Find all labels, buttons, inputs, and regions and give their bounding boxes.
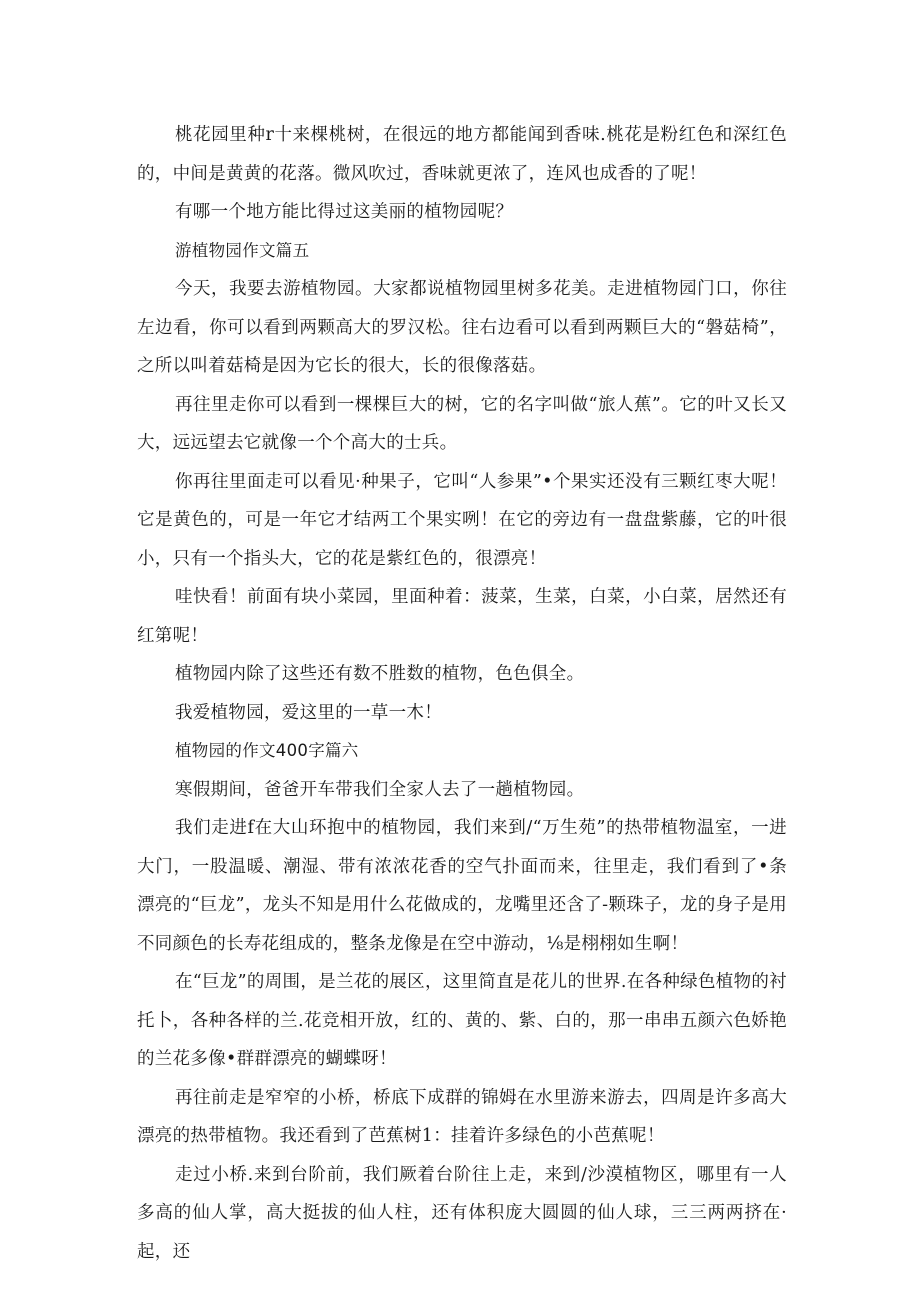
paragraph: 你再往里面走可以看见·种果子，它叫“人参果”•个果实还没有三颗红枣大呢！它是黄色的，可是一年它才结两工个果实咧！在它的旁边有一盘盘紫藤，它的叶很小，只有一个指头大，它的花是紫红色的，很漂亮！: [137, 471, 787, 569]
paragraph: 走过小桥.来到台阶前，我们厥着台阶往上走，来到/沙漠植物区，哪里有一人多高的仙人掌，高大挺拔的仙人柱，还有体积庞大圆圆的仙人球，三三两两挤在·起，还: [137, 1164, 787, 1262]
paragraph: 寒假期间，爸爸开车带我们全家人去了一趟植物园。: [175, 779, 585, 800]
document-body: [137, 116, 787, 1271]
paragraph: 桃花园里种r十来棵桃树，在很远的地方都能闻到香味.桃花是粉红色和深红色的，中间是黄黄的花落。微风吹过，香味就更浓了，连风也成香的了呢！: [137, 125, 787, 184]
paragraph: 在“巨龙”的周围，是兰花的展区，这里简直是花儿的世界.在各种绿色植物的衬托卜，各种各样的兰.花竞相开放，红的、黄的、紫、白的，那一串串五颜六色娇艳的兰花多像•群群漂亮的蝴蝶呀！: [137, 972, 787, 1069]
paragraph: 植物园内除了这些还有数不胜数的植物，色色俱全。: [175, 664, 585, 684]
paragraph: 有哪一个地方能比得过这美丽的植物园呢？: [175, 202, 514, 222]
paragraph: 再往里走你可以看到一棵棵巨大的树，它的名字叫做“旅人蕉”。它的叶又长又大，远远望去它就像一个个高大的士兵。: [137, 394, 787, 453]
paragraph: 我们走进f在大山环抱中的植物园，我们来到/“万生苑”的热带植物温室，一进大门，一股温暖、潮湿、带有浓浓花香的空气扑面而来，往里走，我们看到了•条漂亮的“巨龙”，龙头不知是用什么花做成的，龙嘴里还含了-颗珠子，龙的身子是用不同颜色的长寿花组成的，整条龙像是在空中游动，⅛是栩栩如生啊！: [137, 818, 787, 954]
paragraph: 哇快看！前面有块小菜园，里面种着：菠菜，生菜，白菜，小白菜，居然还有红第呢！: [137, 587, 787, 646]
section-heading: 植物园的作文400字篇六: [175, 741, 359, 760]
section-heading: 游植物园作文篇五: [175, 240, 310, 260]
paragraph: 我爱植物园，爱这里的一草一木！: [175, 702, 442, 723]
paragraph: 再往前走是窄窄的小桥，桥底下成群的锦姆在水里游来游去，四周是许多高大漂亮的热带植物。我还看到了芭蕉树1：挂着许多绿色的小芭蕉呢！: [137, 1087, 787, 1146]
paragraph: 今天，我要去游植物园。大家都说植物园里树多花美。走进植物园门口，你往左边看，你可以看到两颗高大的罗汉松。往右边看可以看到两颗巨大的“磐菇椅”，之所以叫着菇椅是因为它长的很大，长的很像落菇。: [137, 279, 787, 376]
